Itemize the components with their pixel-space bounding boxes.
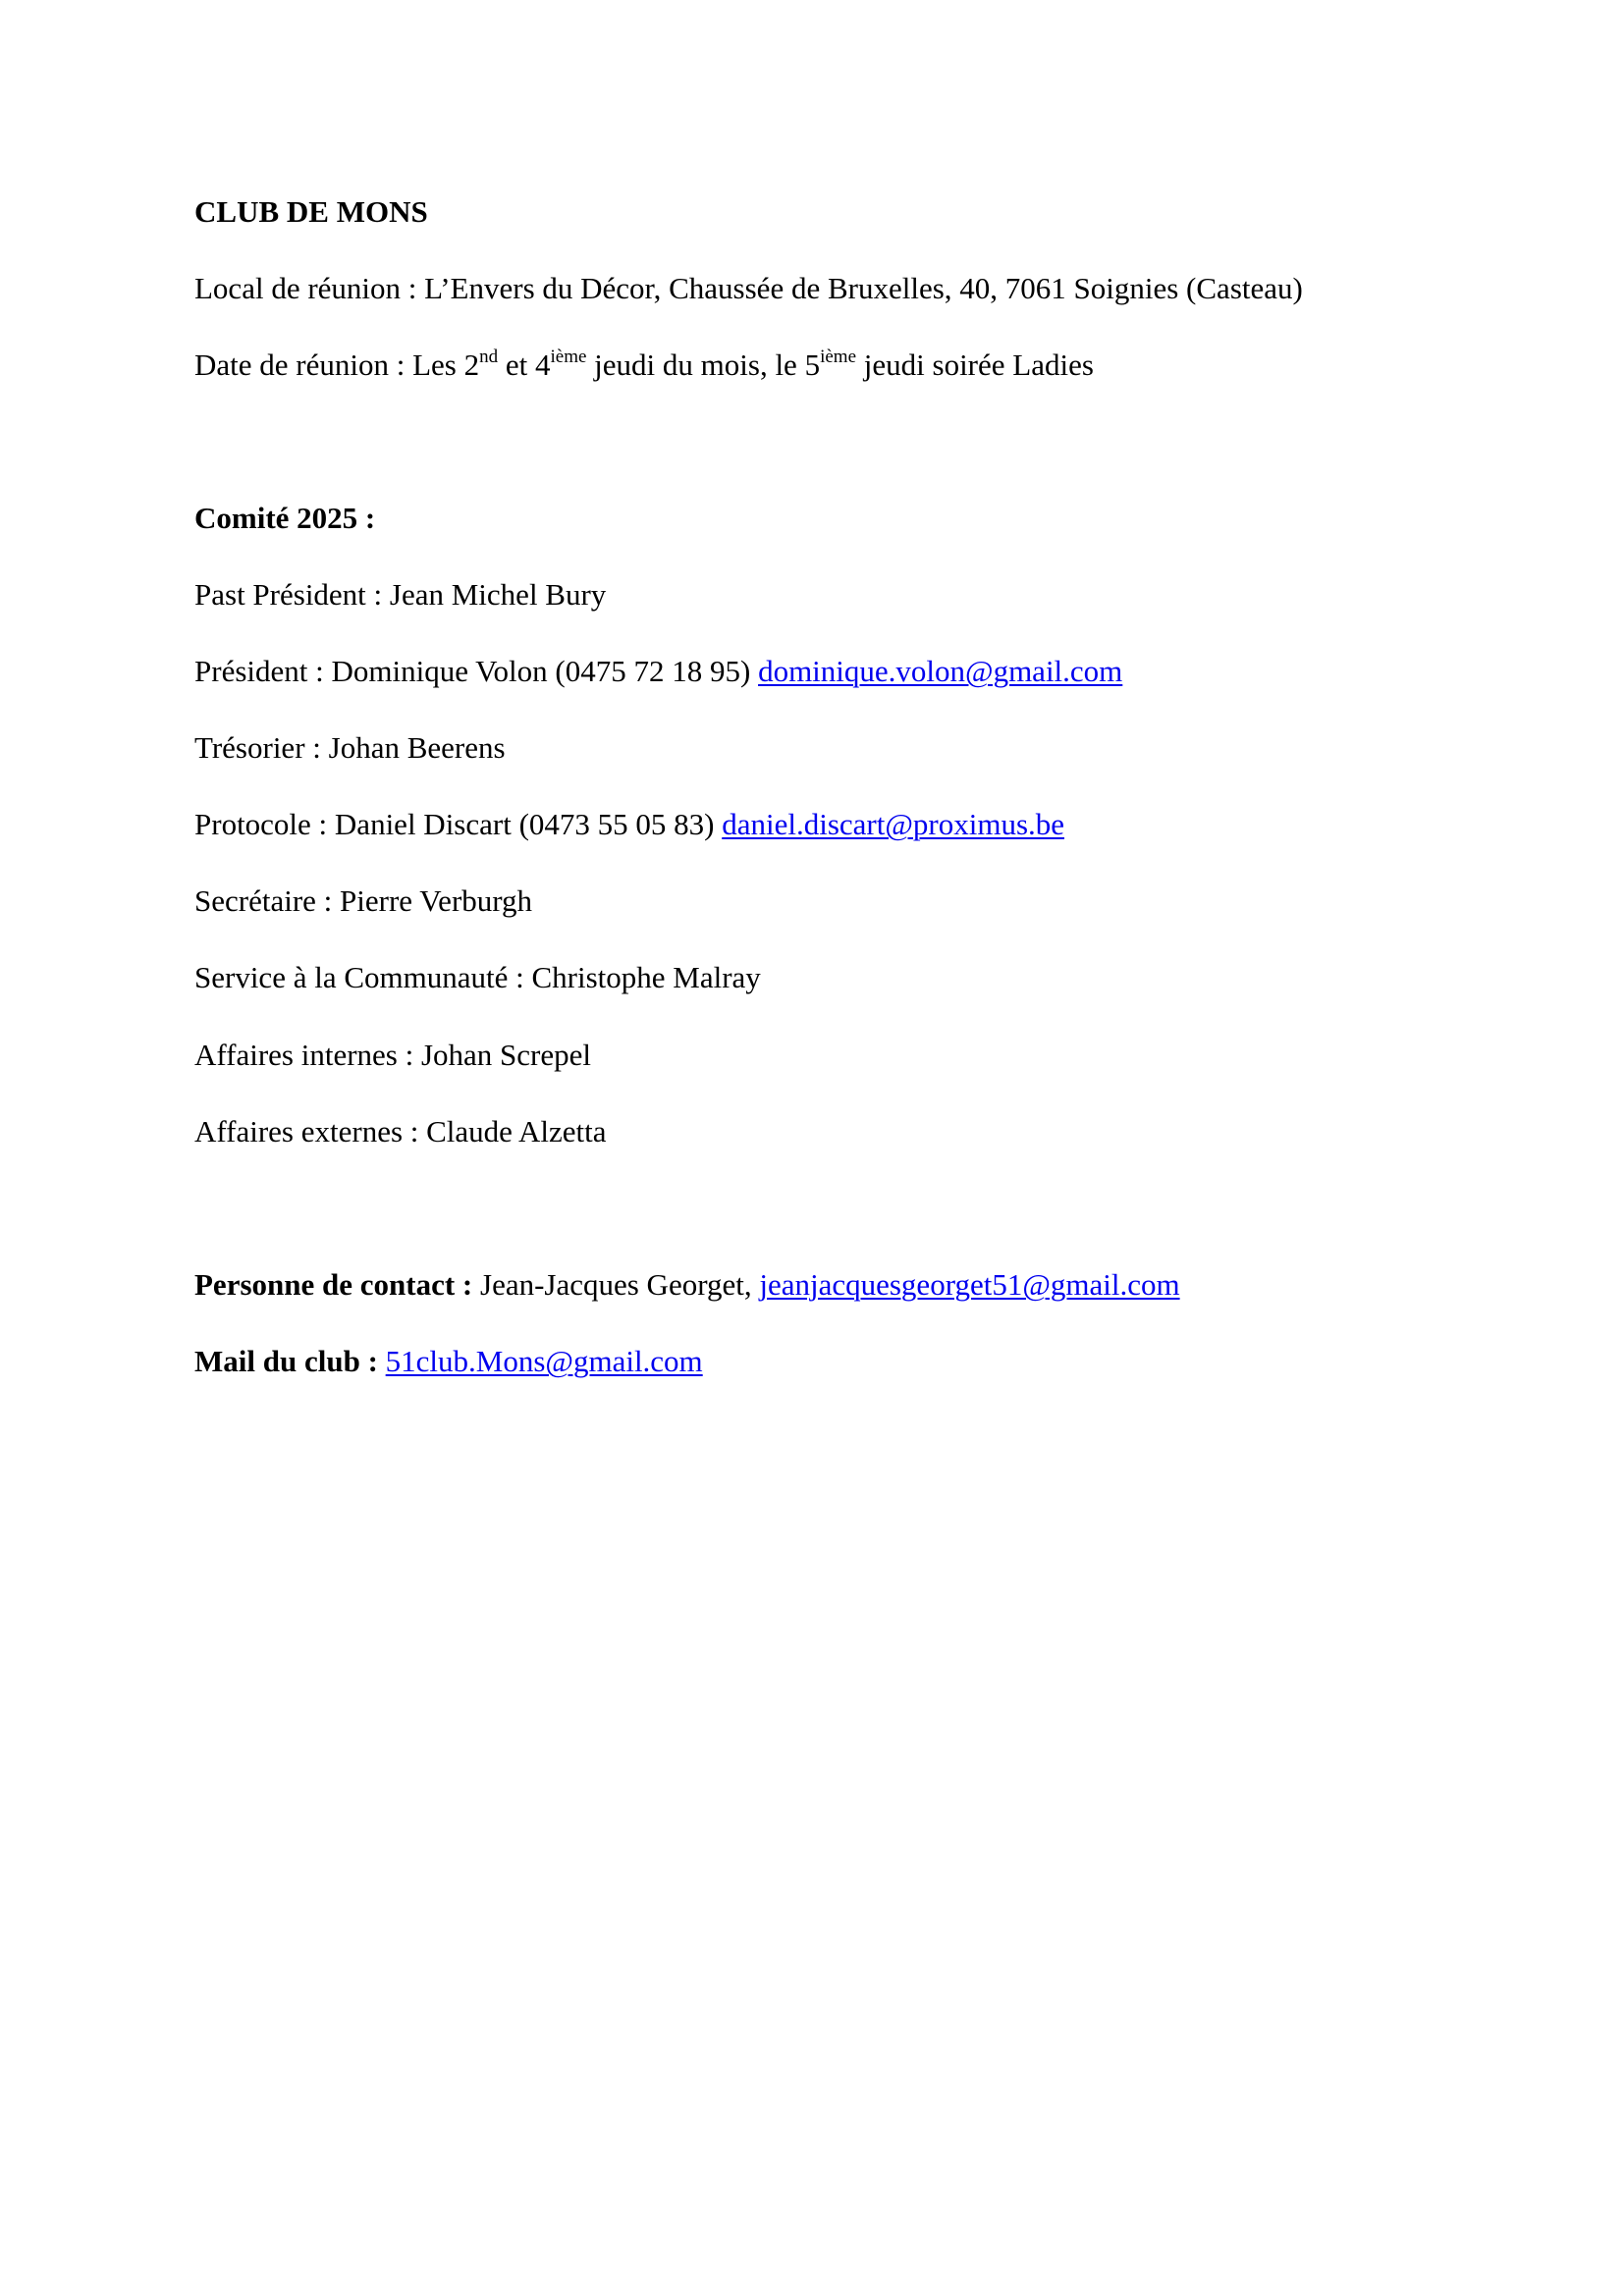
club-mail [194,1344,703,1379]
secretaire: Secrétaire : Pierre Verburgh [194,883,533,918]
past-president: Past Président : Jean Michel Bury [194,577,607,612]
protocole-text: Protocole : Daniel Discart (0473 55 05 83) [194,807,723,841]
affaires-externes: Affaires externes : Claude Alzetta [194,1114,607,1148]
president [194,654,1122,689]
contact-name: Jean-Jacques Georget, [472,1267,760,1302]
contact-person [194,1267,1180,1303]
president-text: Président : Dominique Volon (0475 72 18 95) [194,654,759,688]
meeting-date-mid2: jeudi du mois, le 5 [586,347,821,382]
protocole [194,807,1064,842]
president-email-link[interactable]: dominique.volon@gmail.com [758,654,1123,688]
club-mail-link[interactable]: 51club.Mons@gmail.com [385,1344,703,1378]
meeting-date-prefix: Date de réunion : Les 2 [194,347,480,382]
meeting-date-suffix: jeudi soirée Ladies [856,347,1094,382]
service-communaute: Service à la Communauté : Christophe Malray [194,960,761,994]
meeting-date [194,347,1094,383]
superscript-ieme-1: ième [550,347,587,367]
superscript-nd: nd [479,347,499,367]
club-title: CLUB DE MONS [194,194,428,229]
meeting-date-mid1: et 4 [498,347,551,382]
club-mail-label: Mail du club : [194,1344,378,1378]
meeting-location: Local de réunion : L’Envers du Décor, Chaussée de Bruxelles, 40, 7061 Soignies (Casteau) [194,271,1303,305]
affaires-internes: Affaires internes : Johan Screpel [194,1038,592,1072]
tresorier: Trésorier : Johan Beerens [194,730,506,765]
contact-label: Personne de contact : [194,1267,473,1302]
superscript-ieme-2: ième [820,347,857,367]
protocole-email-link[interactable]: daniel.discart@proximus.be [722,807,1065,841]
contact-email-link[interactable]: jeanjacquesgeorget51@gmail.com [759,1267,1180,1302]
committee-heading: Comité 2025 : [194,501,376,535]
